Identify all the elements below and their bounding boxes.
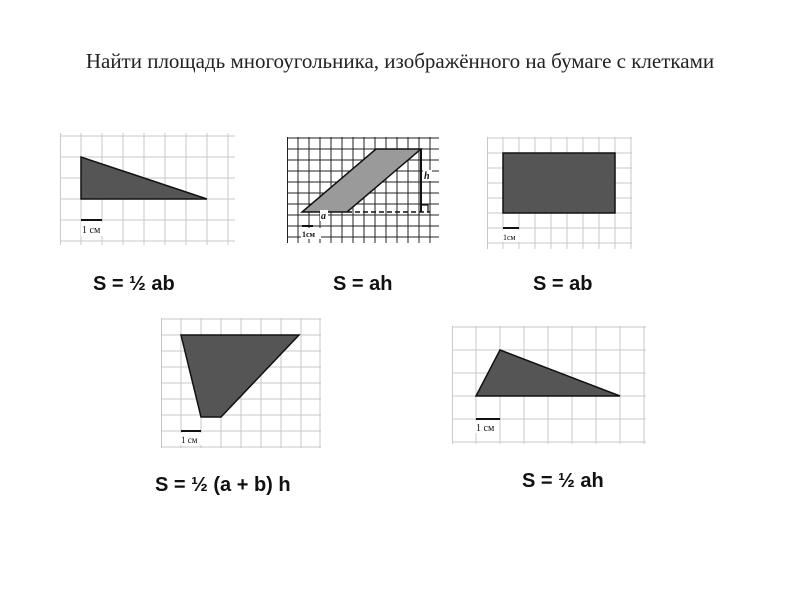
side-label-h: h <box>424 171 430 182</box>
scale-label: 1см <box>503 233 516 242</box>
scale-label: 1см <box>302 230 315 239</box>
shape-rectangle <box>503 153 615 213</box>
figure-rectangle <box>487 137 632 249</box>
side-label-a: a <box>321 211 326 222</box>
page-title: Найти площадь многоугольника, изображённого на бумаге с клетками <box>85 49 715 73</box>
formula-right-triangle: S = ½ ab <box>93 273 175 295</box>
figure-triangle <box>452 326 646 444</box>
figure-right-triangle <box>60 133 235 245</box>
formula-parallelogram: S = ah <box>333 273 393 295</box>
right-angle-mark <box>421 205 428 212</box>
formula-triangle: S = ½ ah <box>522 470 604 492</box>
formula-trapezoid: S = ½ (a + b) h <box>155 474 291 496</box>
scale-label: 1 см <box>82 225 101 236</box>
formula-rectangle: S = ab <box>533 273 593 295</box>
figure-trapezoid <box>161 318 321 448</box>
figure-parallelogram <box>287 137 439 243</box>
scale-label: 1 см <box>181 435 198 445</box>
scale-label: 1 см <box>476 423 495 434</box>
